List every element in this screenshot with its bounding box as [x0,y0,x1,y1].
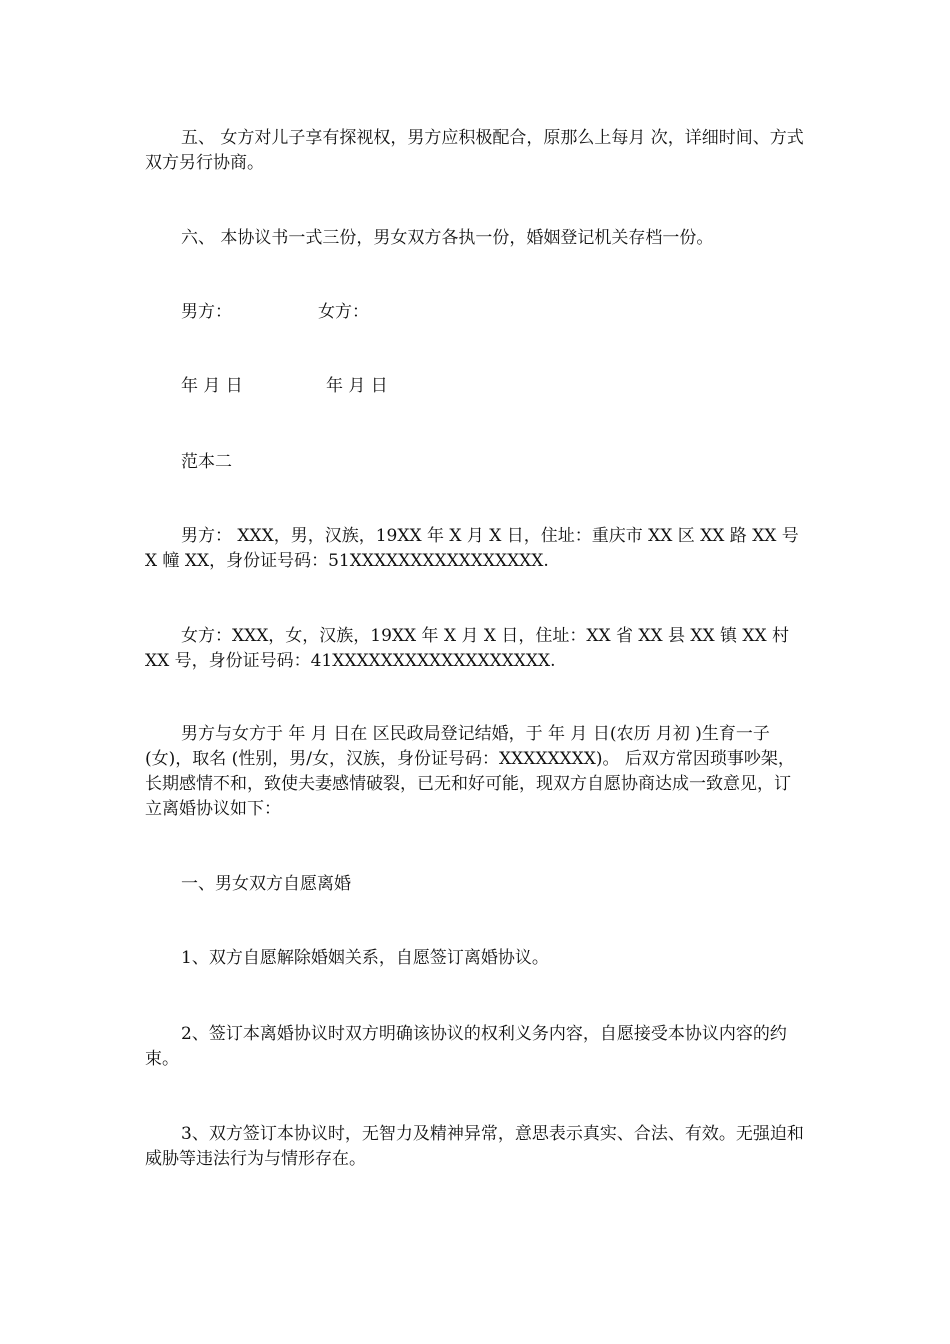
item-one: 1、双方自愿解除婚姻关系，自愿签订离婚协议。 [181,948,549,968]
male-info: 男方： XXX，男，汉族，19XX 年 X 月 X 日，住址：重庆市 XX 区 XX 路 XX 号 X 幢 XX，身份证号码：51XXXXXXXXXXXXXXXX. [145,526,799,571]
signature-row [181,300,369,325]
date-row [181,374,388,399]
item-two: 2、签订本离婚协议时双方明确该协议的权利义务内容，自愿接受本协议内容的约束。 [145,1024,787,1069]
female-date: 年 月 日 [326,376,388,396]
clause-six: 六、 本协议书一式三份，男女双方各执一份，婚姻登记机关存档一份。 [181,228,714,248]
sample-title: 范本二 [181,452,232,472]
clause-five: 五、 女方对儿子享有探视权，男方应积极配合，原那么上每月 次，详细时间、方式双方另行协商。 [145,128,804,173]
male-date: 年 月 日 [181,376,243,396]
female-info: 女方：XXX，女，汉族，19XX 年 X 月 X 日，住址：XX 省 XX 县 XX 镇 XX 村 XX 号，身份证号码：41XXXXXXXXXXXXXXXXXX. [145,626,790,671]
item-three: 3、双方签订本协议时，无智力及精神异常，意思表示真实、合法、有效。无强迫和威胁等违法行为与情形存在。 [145,1124,804,1169]
section-one-heading: 一、男女双方自愿离婚 [181,874,351,894]
male-signature-label: 男方： [181,302,232,322]
female-signature-label: 女方： [318,302,369,322]
background-paragraph: 男方与女方于 年 月 日在 区民政局登记结婚，于 年 月 日(农历 月初 )生育一子(女)，取名 (性别，男/女，汉族，身份证号码：XXXXXXXX)。 后双方常因琐事吵架，长期感情不和，致使夫妻感情破裂，已无和好可能，现双方自愿协商达成一致意见，订立离婚协议如下： [145,724,795,819]
